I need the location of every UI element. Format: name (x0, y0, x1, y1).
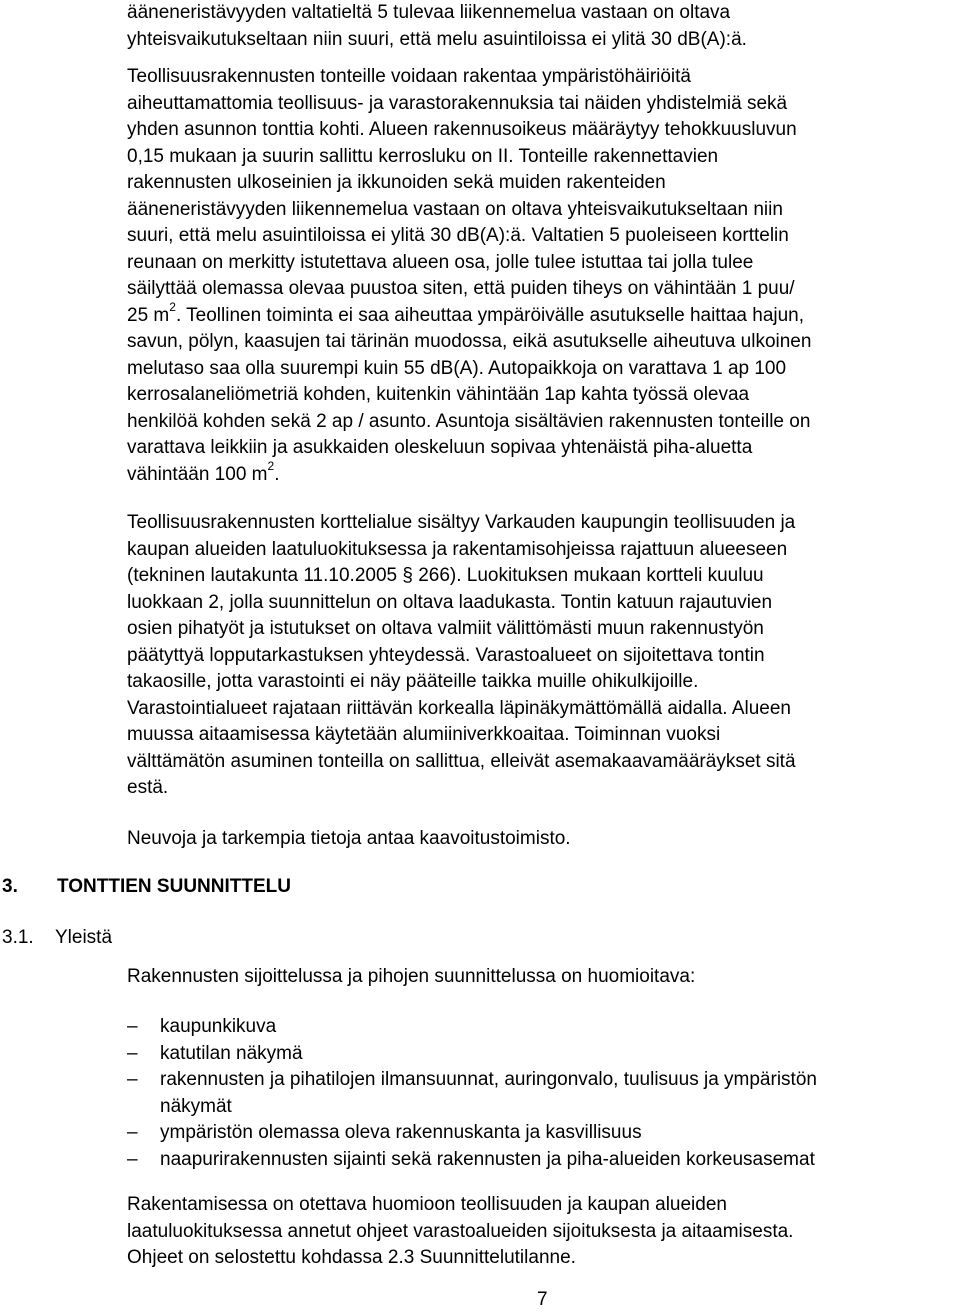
text-line: kaupan alueiden laatuluokituksessa ja rakentamisohjeissa rajattuun alueeseen (127, 538, 788, 560)
text-line: Ohjeet on selostettu kohdassa 2.3 Suunnittelutilanne. (127, 1247, 576, 1268)
text-line: estä. (127, 777, 169, 798)
text-line: rakennusten ulkoseinien ja ikkunoiden sekä muiden rakenteiden (127, 172, 666, 193)
dash-bullet: – (127, 1042, 138, 1064)
subsection-number: 3.1. (2, 927, 34, 948)
superscript: 2 (267, 459, 275, 474)
dash-bullet: – (127, 1016, 138, 1037)
list-item (127, 1041, 959, 1068)
text-line: näkymät (160, 1095, 232, 1117)
text-line: osien pihatyöt ja istutukset on oltava valmiit välittömästi muun rakennustyön (127, 618, 764, 639)
text-line: kaupunkikuva (160, 1016, 277, 1037)
text-line: Neuvoja ja tarkempia tietoja antaa kaavoitustoimisto. (127, 828, 571, 849)
superscript: 2 (169, 300, 176, 315)
text-line: takaosille, jotta varastointi ei näy pääteille taikka muille ohikulkijoille. (127, 671, 699, 692)
considerations-list (127, 1014, 959, 1173)
text-line: laatuluokituksessa annetut ohjeet varastoalueiden sijoituksesta ja aitaamisesta. (127, 1220, 794, 1242)
text-line: yhden asunnon tonttia kohti. Alueen rakennusoikeus määräytyy tehokkuusluvun (127, 119, 797, 140)
text-line: välttämätön asuminen tonteilla on sallittua, elleivät asemakaavamääräykset sitä (127, 750, 796, 772)
section-title: TONTTIEN SUUNNITTELU (57, 876, 291, 897)
subsection-title: Yleistä (55, 927, 113, 948)
text-line: Teollisuusrakennusten korttelialue sisältyy Varkauden kaupungin teollisuuden ja (127, 512, 796, 533)
text-line: Rakennusten sijoittelussa ja pihojen suunnittelussa on huomioitava: (127, 966, 696, 987)
section-heading (2, 874, 291, 901)
list-item (127, 1014, 959, 1041)
text-fragment: 25 m (127, 304, 170, 326)
text-line (127, 459, 959, 489)
paragraph-planning-considerations (127, 964, 959, 991)
text-line: rakennusten ja pihatilojen ilmansuunnat, auringonvalo, tuulisuus ja ympäristön (160, 1069, 817, 1090)
paragraph-noise-insulation (127, 0, 959, 53)
list-item (127, 1067, 959, 1120)
subsection-heading (2, 925, 112, 952)
list-item (127, 1120, 959, 1147)
text-line: suuri, että melu asuintiloissa ei ylitä 30 dB(A):ä. Valtatien 5 puoleiseen korttelin (127, 225, 789, 246)
text-line: yhteisvaikutukseltaan niin suuri, että melu asuintiloissa ei ylitä 30 dB(A):ä. (127, 28, 747, 50)
text-line: säilyttää olemassa olevaa puustoa siten, että puiden tiheys on vähintään 1 puu/ (127, 278, 795, 299)
text-line: aiheuttamattomia teollisuus- ja varastorakennuksia tai näiden yhdistelmiä sekä (127, 92, 788, 114)
text-line: reunaan on merkitty istutettava alueen osa, jolle tulee istuttaa tai jolla tulee (127, 251, 754, 273)
text-line: (tekninen lautakunta 11.10.2005 § 266). Luokituksen mukaan kortteli kuuluu (127, 565, 764, 586)
text-line: varattava leikkiin ja asukkaiden oleskeluun sopivaa yhtenäistä piha-aluetta (127, 437, 753, 458)
paragraph-storage-guidelines (127, 1192, 959, 1272)
dash-bullet: – (127, 1148, 138, 1170)
text-line: henkilöä kohden sekä 2 ap / asunto. Asuntoja sisältävien rakennusten tonteille on (127, 410, 811, 432)
section-number: 3. (2, 876, 18, 897)
list-item (127, 1147, 959, 1174)
text-line: naapurirakennusten sijainti sekä rakennusten ja piha-alueiden korkeusasemat (160, 1148, 815, 1170)
text-line: 0,15 mukaan ja suurin sallittu kerrosluku on II. Tonteille rakennettavien (127, 145, 719, 167)
text-line: Teollisuusrakennusten tonteille voidaan rakentaa ympäristöhäiriöitä (127, 66, 691, 87)
text-line (127, 300, 959, 330)
page-number: 7 (537, 1289, 548, 1310)
text-line: luokkaan 2, jolla suunnittelun on oltava laadukasta. Tontin katuun rajautuvien (127, 591, 773, 613)
text-line: savun, pölyn, kaasujen tai tärinän muodossa, eikä asutukselle aiheutuva ulkoinen (127, 331, 812, 352)
dash-bullet: – (127, 1069, 138, 1090)
text-line: melutaso saa olla suurempi kuin 55 dB(A). Autopaikkoja on varattava 1 ap 100 (127, 357, 787, 379)
text-fragment: vähintään 100 m (127, 463, 268, 485)
text-line: kerrosalaneliömetriä kohden, kuitenkin vähintään 1ap kahta työssä olevaa (127, 384, 750, 405)
text-line: katutilan näkymä (160, 1042, 303, 1064)
text-line: päätyttyä lopputarkastuksen yhteydessä. Varastoalueet on sijoitettava tontin (127, 644, 765, 666)
paragraph-advice (127, 826, 959, 853)
paragraph-quality-classification (127, 510, 959, 802)
text-fragment: . Teollinen toiminta ei saa aiheuttaa ympäröivälle asutukselle haittaa hajun, (175, 304, 805, 326)
text-fragment: . (274, 463, 280, 485)
paragraph-industrial-plots (127, 64, 959, 488)
text-line: ääneneristävyyden liikennemelua vastaan on oltava yhteisvaikutukseltaan niin (127, 198, 783, 220)
text-line: Varastointialueet rajataan riittävän korkealla läpinäkymättömällä aidalla. Alueen (127, 697, 791, 719)
dash-bullet: – (127, 1122, 138, 1143)
text-line: Rakentamisessa on otettava huomioon teollisuuden ja kaupan alueiden (127, 1194, 727, 1215)
text-line: ympäristön olemassa oleva rakennuskanta ja kasvillisuus (160, 1122, 642, 1143)
text-line: muussa aitaamisessa käytetään alumiiniverkkoaitaa. Toiminnan vuoksi (127, 724, 721, 745)
text-line: ääneneristävyyden valtatieltä 5 tulevaa liikennemelua vastaan on oltava (127, 2, 731, 23)
